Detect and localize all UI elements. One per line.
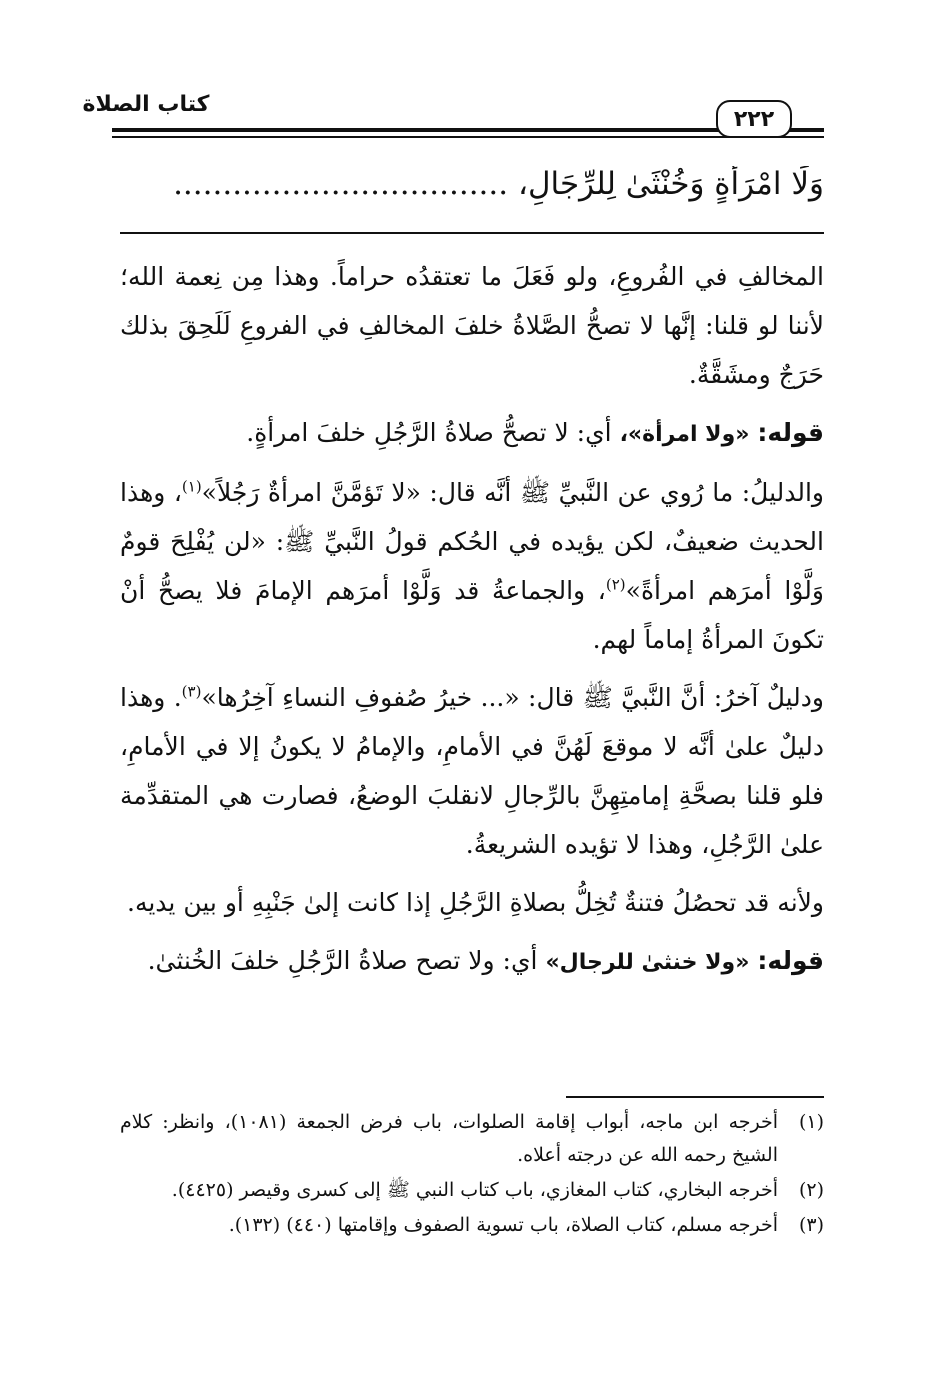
paragraph-text: والدليلُ: ما رُوي عن النَّبيِّ ﷺ أنَّه قال: «لا تَؤمَّنَّ امرأةٌ رَجُلاً» [201,478,824,507]
matn-line: وَلَا امْرَأَةٍ وَخُنْثَىٰ لِلرِّجَالِ، .................................. [173,166,824,202]
footnote-ref: (٢) [605,575,626,594]
qawluh-label: قوله: [757,946,824,975]
page-number: ٢٢٢ [716,100,792,138]
footnote-number: (٢) [798,1179,824,1201]
footnote-number: (١) [798,1111,824,1133]
footnote-ref: (٣) [181,682,202,701]
matn-quote: «ولا امرأة»، [619,422,750,447]
paragraph [120,673,824,869]
header-rule-thin [112,136,824,138]
paragraph-text: أي: لا تصحُّ صلاةُ الرَّجُلِ خلفَ امرأةٍ. [246,418,620,447]
footnote-text: أخرجه ابن ماجه، أبواب إقامة الصلوات، باب فرض الجمعة (١٠٨١)، وانظر: كلام الشيخ رحمه الله عن درجته أعلاه. [120,1111,779,1166]
footnote-text: أخرجه مسلم، كتاب الصلاة، باب تسوية الصفوف وإقامتها (٤٤٠) (١٣٢). [228,1214,778,1236]
paragraph-text: ، وهذا الحديث ضعيفٌ، لكن يؤيده في الحُكم قولُ النَّبيِّ ﷺ: «لن يُفْلِحَ قومٌ وَلَّوْا أمرَهم امرأةً» [120,478,824,605]
footnote-text: أخرجه البخاري، كتاب المغازي، باب كتاب النبي ﷺ إلى كسرى وقيصر (٤٤٢٥). [171,1179,778,1201]
commentary-body [120,252,824,987]
matn-quote: «ولا خنثىٰ للرجال» [545,950,750,975]
paragraph-text: ودليلٌ آخرُ: أنَّ النَّبيَّ ﷺ قال: «... خيرُ صُفوفِ النساءِ آخِرُها» [201,683,824,712]
paragraph-text: . وهذا دليلٌ علىٰ أنَّه لا موقعَ لَهُنَّ في الأمامِ، والإمامُ لا يكونُ إلا في الأمامِ، فلو قلنا بصحَّةِ إمامتِهِنَّ بالرِّجالِ لانقلبَ الوضعُ، فصارت هي المتقدِّمة علىٰ الرَّجُلِ، وهذا لا تؤيده الشريعةُ. [120,683,824,859]
paragraph-text: ولأنه قد تحصُلُ فتنةٌ تُخِلُّ بصلاةِ الرَّجُلِ إذا كانت إلىٰ جَنْبِهِ أو بين يديه. [127,888,824,917]
paragraph-text: أي: ولا تصح صلاةُ الرَّجُلِ خلفَ الخُنثىٰ. [147,946,546,975]
paragraph [120,878,824,927]
footnote [120,1209,824,1242]
matn-divider [120,232,824,234]
page-header [82,86,824,146]
paragraph-text: ، والجماعةُ قد وَلَّوْا أمرَهم الإمامَ فلا يصحُّ أنْ تكونَ المرأةُ إماماً لهم. [120,576,824,654]
footnote [120,1106,824,1172]
paragraph-text: المخالفِ في الفُروعِ، ولو فَعَلَ ما تعتقدُه حراماً. وهذا مِن نِعمة الله؛ لأننا لو قلنا: إنَّها لا تصحُّ الصَّلاةُ خلفَ المخالفِ في الفروعِ لَلَحِقَ بذلك حَرَجٌ ومشَقَّةٌ. [120,262,824,389]
footnotes [120,1106,824,1244]
footnote-divider [566,1096,824,1098]
footnote-ref: (١) [181,477,202,496]
running-title: كتاب الصلاة [82,92,210,117]
paragraph [120,408,824,459]
paragraph [120,468,824,664]
paragraph [120,252,824,399]
paragraph [120,936,824,987]
footnote [120,1174,824,1207]
qawluh-label: قوله: [757,418,824,447]
footnote-number: (٣) [798,1214,824,1236]
